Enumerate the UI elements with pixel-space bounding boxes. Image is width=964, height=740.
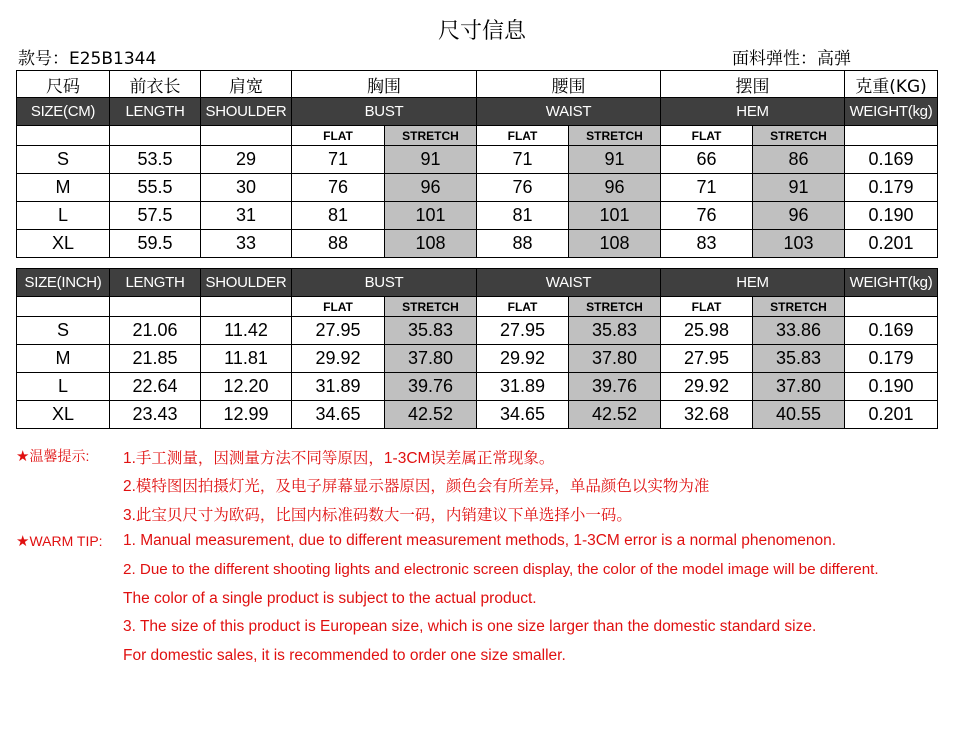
en-tip-line: For domestic sales, it is recommended to order one size smaller.: [123, 647, 566, 664]
table-cell: 55.5: [110, 174, 201, 202]
sub-header-cell: FLAT: [292, 297, 385, 317]
table-cell: 96: [753, 202, 845, 230]
header-cell: LENGTH: [110, 269, 201, 297]
size-cell: S: [17, 317, 110, 345]
en-tip-label: [16, 532, 103, 550]
table-cell: 31.89: [292, 373, 385, 401]
size-cell: L: [17, 202, 110, 230]
cn-tip-label: [16, 446, 89, 466]
star-icon: ★: [16, 533, 30, 550]
en-tip-line: 2. Due to the different shooting lights and electronic screen display, the color of the model image will be different.: [123, 561, 879, 578]
table-cell: 59.5: [110, 230, 201, 258]
header-cell: 摆围: [661, 71, 845, 98]
sub-header-cell: FLAT: [661, 126, 753, 146]
table-cell: 12.20: [201, 373, 292, 401]
en-tip-line: 1. Manual measurement, due to different measurement methods, 1-3CM error is a normal phenomenon.: [123, 532, 837, 549]
cn-tip-label-text: 温馨提示:: [29, 448, 90, 464]
header-cell: WAIST: [477, 269, 661, 297]
table-cell: 39.76: [385, 373, 477, 401]
empty-cell: [17, 297, 110, 317]
table-cell: 71: [661, 174, 753, 202]
empty-cell: [201, 297, 292, 317]
table-cell: 40.55: [753, 401, 845, 429]
table-cell: 34.65: [292, 401, 385, 429]
table-cell: 25.98: [661, 317, 753, 345]
table-cell: 57.5: [110, 202, 201, 230]
empty-cell: [110, 297, 201, 317]
sub-header-row: [17, 297, 938, 317]
table-cell: 0.169: [845, 317, 938, 345]
header-cell: 尺码: [17, 71, 110, 98]
table-cell: 11.81: [201, 345, 292, 373]
size-cell: XL: [17, 401, 110, 429]
en-header-row: [17, 269, 938, 297]
star-icon: ★: [16, 448, 30, 465]
header-cell: 胸围: [292, 71, 477, 98]
empty-cell: [845, 297, 938, 317]
size-cell: L: [17, 373, 110, 401]
table-cell: 23.43: [110, 401, 201, 429]
header-cell: 腰围: [477, 71, 661, 98]
cn-tip-line: 1.手工测量，因测量方法不同等原因，1-3CM误差属正常现象。: [123, 450, 555, 467]
size-cell: XL: [17, 230, 110, 258]
sub-header-cell: FLAT: [477, 126, 569, 146]
empty-cell: [17, 126, 110, 146]
table-cell: 29.92: [292, 345, 385, 373]
table-cell: 11.42: [201, 317, 292, 345]
header-cell: LENGTH: [110, 98, 201, 126]
style-number: 款号：E25B1344: [18, 49, 157, 69]
table-cell: 21.85: [110, 345, 201, 373]
table-cell: 42.52: [569, 401, 661, 429]
header-cell: HEM: [661, 269, 845, 297]
sub-header-cell: STRETCH: [385, 297, 477, 317]
sub-header-cell: STRETCH: [753, 126, 845, 146]
table-cell: 37.80: [385, 345, 477, 373]
table-row: [17, 146, 938, 174]
table-cell: 35.83: [753, 345, 845, 373]
size-cell: M: [17, 174, 110, 202]
header-cell: 克重(KG): [845, 71, 938, 98]
table-cell: 53.5: [110, 146, 201, 174]
table-cell: 22.64: [110, 373, 201, 401]
header-cell: SIZE(INCH): [17, 269, 110, 297]
table-row: [17, 174, 938, 202]
header-cell: SIZE(CM): [17, 98, 110, 126]
size-cell: M: [17, 345, 110, 373]
table-cell: 31.89: [477, 373, 569, 401]
table-cell: 35.83: [569, 317, 661, 345]
table-cell: 83: [661, 230, 753, 258]
table-cell: 0.179: [845, 345, 938, 373]
fabric-elasticity: 面料弹性：高弹: [732, 49, 851, 69]
table-row: [17, 401, 938, 429]
table-cell: 96: [385, 174, 477, 202]
table-cell: 34.65: [477, 401, 569, 429]
table-cell: 27.95: [292, 317, 385, 345]
table-cell: 108: [569, 230, 661, 258]
table-cell: 101: [385, 202, 477, 230]
table-cell: 0.201: [845, 230, 938, 258]
empty-cell: [845, 126, 938, 146]
en-tip-line: 3. The size of this product is European size, which is one size larger than the domestic standard size.: [123, 618, 817, 635]
en-header-row: [17, 98, 938, 126]
header-cell: WEIGHT(kg): [845, 269, 938, 297]
header-cell: BUST: [292, 269, 477, 297]
header-cell: SHOULDER: [201, 98, 292, 126]
table-cell: 37.80: [569, 345, 661, 373]
table-cell: 103: [753, 230, 845, 258]
cn-header-row: [17, 71, 938, 98]
size-table-inch: [16, 268, 938, 429]
table-cell: 76: [292, 174, 385, 202]
en-tip-line: The color of a single product is subject to the actual product.: [123, 590, 537, 607]
table-row: [17, 373, 938, 401]
sub-header-cell: STRETCH: [753, 297, 845, 317]
table-cell: 21.06: [110, 317, 201, 345]
empty-cell: [110, 126, 201, 146]
cn-tip-line: 3.此宝贝尺寸为欧码，比国内标准码数大一码，内销建议下单选择小一码。: [123, 507, 632, 524]
table-cell: 30: [201, 174, 292, 202]
table-cell: 29: [201, 146, 292, 174]
table-cell: 71: [292, 146, 385, 174]
header-cell: BUST: [292, 98, 477, 126]
header-cell: WAIST: [477, 98, 661, 126]
table-cell: 88: [477, 230, 569, 258]
table-cell: 42.52: [385, 401, 477, 429]
table-cell: 76: [661, 202, 753, 230]
sub-header-cell: FLAT: [477, 297, 569, 317]
table-cell: 29.92: [661, 373, 753, 401]
table-cell: 71: [477, 146, 569, 174]
empty-cell: [201, 126, 292, 146]
table-cell: 37.80: [753, 373, 845, 401]
header-cell: 前衣长: [110, 71, 201, 98]
size-table-cm: [16, 70, 938, 258]
sub-header-cell: FLAT: [661, 297, 753, 317]
table-cell: 0.190: [845, 202, 938, 230]
table-cell: 35.83: [385, 317, 477, 345]
sub-header-cell: STRETCH: [385, 126, 477, 146]
table-cell: 33: [201, 230, 292, 258]
table-cell: 66: [661, 146, 753, 174]
sub-header-cell: STRETCH: [569, 126, 661, 146]
table-cell: 0.201: [845, 401, 938, 429]
header-cell: 肩宽: [201, 71, 292, 98]
table-cell: 86: [753, 146, 845, 174]
page-title: 尺寸信息: [437, 19, 526, 44]
table-row: [17, 345, 938, 373]
cn-tip-line: 2.模特图因拍摄灯光，及电子屏幕显示器原因，颜色会有所差异，单品颜色以实物为准: [123, 478, 710, 495]
table-cell: 27.95: [661, 345, 753, 373]
table-cell: 0.169: [845, 146, 938, 174]
table-cell: 96: [569, 174, 661, 202]
table-cell: 88: [292, 230, 385, 258]
table-cell: 91: [385, 146, 477, 174]
table-row: [17, 317, 938, 345]
header-cell: SHOULDER: [201, 269, 292, 297]
table-cell: 33.86: [753, 317, 845, 345]
table-row: [17, 230, 938, 258]
table-cell: 27.95: [477, 317, 569, 345]
table-cell: 0.190: [845, 373, 938, 401]
sub-header-cell: FLAT: [292, 126, 385, 146]
table-cell: 31: [201, 202, 292, 230]
table-cell: 91: [569, 146, 661, 174]
table-row: [17, 202, 938, 230]
table-cell: 108: [385, 230, 477, 258]
table-cell: 76: [477, 174, 569, 202]
table-cell: 0.179: [845, 174, 938, 202]
table-cell: 29.92: [477, 345, 569, 373]
table-cell: 81: [292, 202, 385, 230]
header-cell: HEM: [661, 98, 845, 126]
en-tip-label-text: WARM TIP:: [29, 533, 103, 549]
table-cell: 12.99: [201, 401, 292, 429]
table-cell: 101: [569, 202, 661, 230]
table-cell: 81: [477, 202, 569, 230]
table-cell: 32.68: [661, 401, 753, 429]
sub-header-cell: STRETCH: [569, 297, 661, 317]
table-cell: 39.76: [569, 373, 661, 401]
table-cell: 91: [753, 174, 845, 202]
sub-header-row: [17, 126, 938, 146]
header-cell: WEIGHT(kg): [845, 98, 938, 126]
size-cell: S: [17, 146, 110, 174]
